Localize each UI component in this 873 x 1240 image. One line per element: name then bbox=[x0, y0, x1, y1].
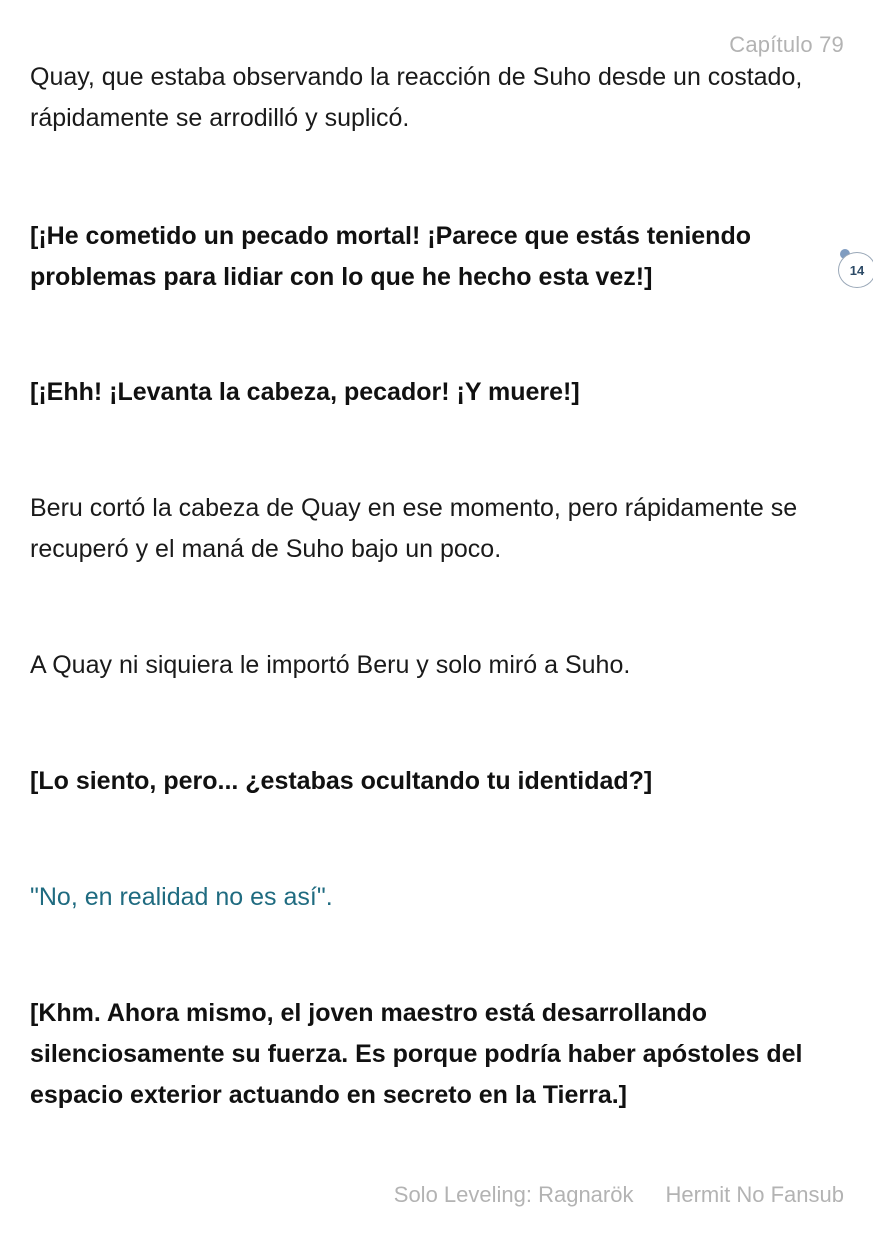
novel-title: Solo Leveling: Ragnarök bbox=[393, 1182, 634, 1207]
system-message: [Khm. Ahora mismo, el joven maestro está desarrollando silenciosamente su fuerza. Es porque podría haber apóstoles del espacio exterior actuando en secreto en la Tierra.] bbox=[30, 999, 803, 1109]
chapter-label: Capítulo 79 bbox=[729, 32, 844, 57]
narration-paragraph: Beru cortó la cabeza de Quay en ese momento, pero rápidamente se recuperó y el maná de Suho bajo un poco. bbox=[30, 494, 798, 563]
narration-paragraph: A Quay ni siquiera le importó Beru y solo miró a Suho. bbox=[30, 651, 631, 679]
page-number-badge[interactable]: 14 bbox=[838, 252, 873, 288]
dialogue-line: "No, en realidad no es así". bbox=[30, 883, 333, 911]
system-message: [¡He cometido un pecado mortal! ¡Parece que estás teniendo problemas para lidiar con lo que he hecho esta vez!] bbox=[30, 222, 751, 291]
system-message: [¡Ehh! ¡Levanta la cabeza, pecador! ¡Y muere!] bbox=[30, 378, 580, 406]
footer bbox=[394, 1182, 844, 1208]
translator-credit: Hermit No Fansub bbox=[665, 1182, 844, 1207]
system-message: [Lo siento, pero... ¿estabas ocultando tu identidad?] bbox=[30, 767, 653, 795]
narration-paragraph: Quay, que estaba observando la reacción de Suho desde un costado, rápidamente se arrodilló y suplicó. bbox=[30, 63, 803, 132]
